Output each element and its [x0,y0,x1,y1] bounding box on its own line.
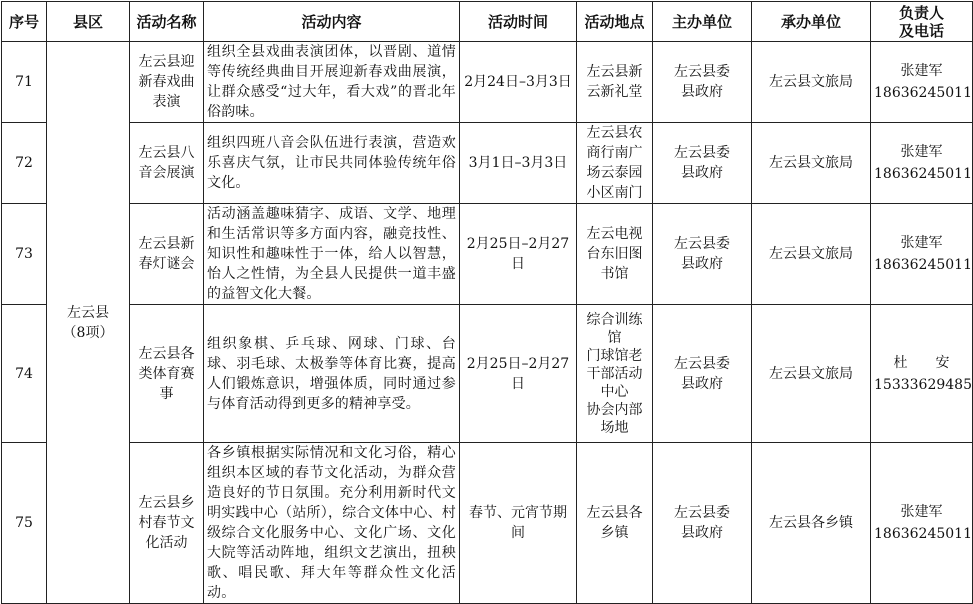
row-seq: 71 [2,42,47,123]
header-row [2,2,973,42]
table-row [2,123,973,204]
row-activity-content: 组织象棋、乒乓球、网球、门球、台球、羽毛球、太极拳等体育比赛，提高人们锻炼意识，增强体质，同时通过参与体育活动得到更多的精神享受。 [204,305,460,443]
row-activity-name: 左云县各 类体育赛 事 [130,305,204,443]
row-activity-place: 左云县新 云新礼堂 [577,42,653,123]
header-contact: 负责人 及电话 [871,2,973,42]
table-row [2,305,973,443]
row-host-unit: 左云县委 县政府 [653,305,752,443]
row-seq: 72 [2,123,47,204]
header-activity-content: 活动内容 [204,2,460,42]
row-activity-place: 综合训练 馆 门球馆老 干部活动 中心 协会内部 场地 [577,305,653,443]
row-activity-time: 2月25日–2月27日 [460,305,577,443]
row-activity-content: 各乡镇根据实际情况和文化习俗，精心组织本区域的春节文化活动，为群众营造良好的节日氛围。充分利用新时代文明实践中心（站所），综合文体中心、村级综合文化服务中心、文化广场、文化大院等活动阵地，组织文艺演出，扭秧歌、唱民歌、拜大年等群众性文化活动。 [204,443,460,604]
row-activity-time: 2月24日–3月3日 [460,42,577,123]
row-organizer-unit: 左云县文旅局 [752,204,871,305]
row-activity-time: 3月1日–3月3日 [460,123,577,204]
row-host-unit: 左云县委 县政府 [653,443,752,604]
row-activity-time: 2月25日–2月27日 [460,204,577,305]
row-contact: 杜 安 15333629485 [871,305,973,443]
row-activity-place: 左云电视 台东旧图 书馆 [577,204,653,305]
row-activity-content: 组织全县戏曲表演团体，以晋剧、道情等传统经典曲目开展迎新春戏曲展演，让群众感受“过大年，看大戏”的晋北年俗韵味。 [204,42,460,123]
row-organizer-unit: 左云县文旅局 [752,123,871,204]
row-contact: 张建军 18636245011 [871,42,973,123]
row-seq: 73 [2,204,47,305]
row-activity-name: 左云县新 春灯谜会 [130,204,204,305]
header-organizer-unit: 承办单位 [752,2,871,42]
row-seq: 74 [2,305,47,443]
row-host-unit: 左云县委 县政府 [653,204,752,305]
row-activity-place: 左云县各 乡镇 [577,443,653,604]
row-activity-name: 左云县乡 村春节文 化活动 [130,443,204,604]
row-organizer-unit: 左云县文旅局 [752,42,871,123]
row-seq: 75 [2,443,47,604]
table-row [2,42,973,123]
row-contact: 张建军 18636245011 [871,204,973,305]
row-activity-place: 左云县农 商行南广 场云泰园 小区南门 [577,123,653,204]
row-host-unit: 左云县委 县政府 [653,42,752,123]
row-contact: 张建军 18636245011 [871,443,973,604]
header-activity-name: 活动名称 [130,2,204,42]
header-activity-place: 活动地点 [577,2,653,42]
row-activity-name: 左云县八 音会展演 [130,123,204,204]
header-activity-time: 活动时间 [460,2,577,42]
row-activity-content: 活动涵盖趣味猜字、成语、文学、地理和生活常识等多方面内容，融竞技性、知识性和趣味性于一体，给人以智慧，怡人之性情，为全县人民提供一道丰盛的益智文化大餐。 [204,204,460,305]
row-activity-content: 组织四班八音会队伍进行表演，营造欢乐喜庆气氛，让市民共同体验传统年俗文化。 [204,123,460,204]
row-organizer-unit: 左云县各乡镇 [752,443,871,604]
row-organizer-unit: 左云县文旅局 [752,305,871,443]
county-cell: 左云县 （8项） [47,42,130,604]
row-activity-time: 春节、元宵节期间 [460,443,577,604]
header-county: 县区 [47,2,130,42]
table-row [2,443,973,604]
activity-table [1,1,973,604]
header-host-unit: 主办单位 [653,2,752,42]
row-activity-name: 左云县迎 新春戏曲 表演 [130,42,204,123]
header-seq: 序号 [2,2,47,42]
row-contact: 张建军 18636245011 [871,123,973,204]
table-row [2,204,973,305]
row-host-unit: 左云县委 县政府 [653,123,752,204]
